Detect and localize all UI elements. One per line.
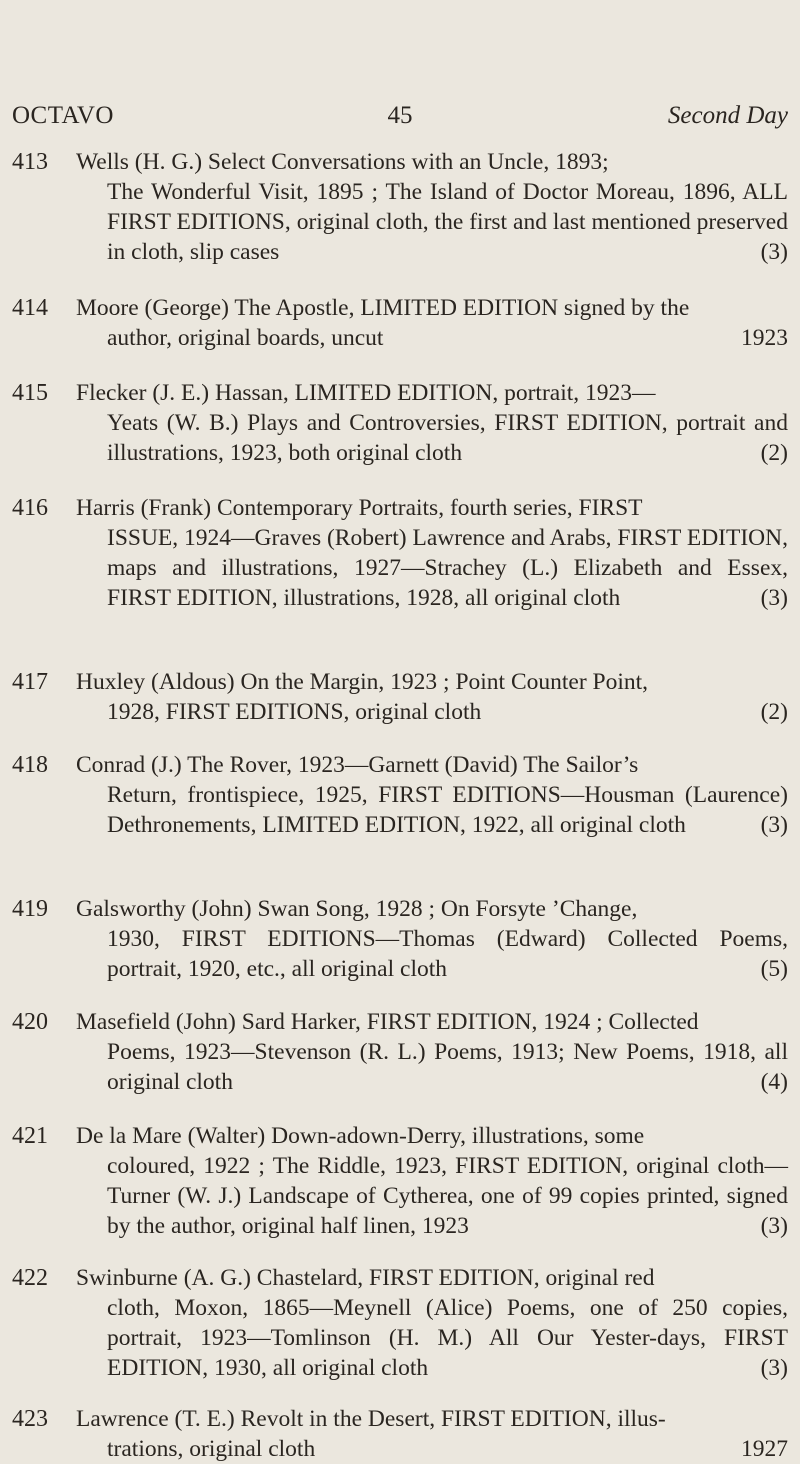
lot-quantity: (2) xyxy=(760,699,788,725)
lot-first-line: Wells (H. G.) Select Conversations with an Uncle, 1893; xyxy=(76,149,609,175)
lot-continuation-text: Yeats (W. B.) Plays and Controversies, FIRST EDITION, portrait and illustrations, 1923, both original cloth xyxy=(107,410,788,466)
lot-description xyxy=(76,378,788,468)
lot-continuation-text: coloured, 1922 ; The Riddle, 1923, FIRST EDITION, original cloth—Turner (W. J.) Landscape of Cytherea, one of 99 copies printed, signed by the author, original half linen, 1923 xyxy=(107,1153,788,1239)
lot-first-line: Harris (Frank) Contemporary Portraits, fourth series, FIRST xyxy=(76,495,643,521)
lot-number: 417 xyxy=(12,669,48,695)
lot-number: 421 xyxy=(12,1123,48,1149)
lot-continuation-text: 1928, FIRST EDITIONS, original cloth xyxy=(107,699,482,725)
lot-continuation xyxy=(76,1293,788,1383)
lot-continuation-text: cloth, Moxon, 1865—Meynell (Alice) Poems, one of 250 copies, portrait, 1923—Tomlinson (H. M.) All Our Yester-days, FIRST EDITION, 1930, all original cloth xyxy=(107,1295,788,1381)
lot-number: 416 xyxy=(12,495,48,521)
lot-quantity: (3) xyxy=(760,1213,788,1239)
lot-quantity: 1927 xyxy=(741,1436,788,1462)
lot-number: 422 xyxy=(12,1265,48,1291)
lot-first-line: Conrad (J.) The Rover, 1923—Garnett (David) The Sailor’s xyxy=(76,752,639,778)
lot-number: 415 xyxy=(12,380,48,406)
lot-quantity: (4) xyxy=(760,1069,788,1095)
lot-description xyxy=(76,293,788,353)
lot-continuation xyxy=(76,408,788,468)
lot-description xyxy=(76,894,788,984)
lot-continuation-text: ISSUE, 1924—Graves (Robert) Lawrence and Arabs, FIRST EDITION, maps and illustrations, 1927—Strachey (L.) Elizabeth and Essex, FIRST EDITION, illustrations, 1928, all original cloth xyxy=(107,525,788,611)
lot-continuation-text: The Wonderful Visit, 1895 ; The Island of Doctor Moreau, 1896, ALL FIRST EDITIONS, original cloth, the first and last mentioned preserved in cloth, slip cases xyxy=(107,179,788,265)
lot-continuation-text: 1930, FIRST EDITIONS—Thomas (Edward) Collected Poems, portrait, 1920, etc., all original cloth xyxy=(107,926,788,982)
section-label: OCTAVO xyxy=(12,102,114,129)
lot-description xyxy=(76,1007,788,1097)
lot-quantity: (3) xyxy=(760,239,788,265)
lot-continuation xyxy=(76,697,788,727)
lot-first-line: Huxley (Aldous) On the Margin, 1923 ; Point Counter Point, xyxy=(76,669,649,695)
sale-day: Second Day xyxy=(667,102,788,129)
lot-first-line: Lawrence (T. E.) Revolt in the Desert, FIRST EDITION, illus- xyxy=(76,1406,666,1432)
lot-description xyxy=(76,493,788,613)
lot-continuation xyxy=(76,1037,788,1097)
lot-number: 414 xyxy=(12,295,48,321)
lot-continuation xyxy=(76,523,788,613)
lot-continuation xyxy=(76,780,788,840)
lot-quantity: (2) xyxy=(760,440,788,466)
lot-number: 418 xyxy=(12,752,48,778)
lot-number: 423 xyxy=(12,1406,48,1432)
lot-quantity: (3) xyxy=(760,1355,788,1381)
lot-description xyxy=(76,750,788,840)
lot-continuation xyxy=(76,177,788,267)
lot-number: 413 xyxy=(12,149,48,175)
lot-continuation xyxy=(76,323,788,353)
lot-description xyxy=(76,667,788,727)
lot-quantity: (5) xyxy=(760,956,788,982)
lot-continuation xyxy=(76,924,788,984)
page-header xyxy=(12,98,788,134)
lot-first-line: De la Mare (Walter) Down-adown-Derry, illustrations, some xyxy=(76,1123,645,1149)
lot-number: 420 xyxy=(12,1009,48,1035)
lot-quantity: 1923 xyxy=(741,325,788,351)
lot-number: 419 xyxy=(12,896,48,922)
lot-first-line: Moore (George) The Apostle, LIMITED EDITION signed by the xyxy=(76,295,690,321)
lot-continuation xyxy=(76,1434,788,1464)
lot-continuation-text: Poems, 1923—Stevenson (R. L.) Poems, 1913; New Poems, 1918, all original cloth xyxy=(107,1039,788,1095)
lot-continuation-text: Return, frontispiece, 1925, FIRST EDITIONS—Housman (Laurence) Dethronements, LIMITED EDITION, 1922, all original cloth xyxy=(107,782,788,838)
lot-quantity: (3) xyxy=(760,585,788,611)
lot-description xyxy=(76,1263,788,1383)
lot-continuation-text: author, original boards, uncut xyxy=(107,325,384,351)
lot-continuation-text: trations, original cloth xyxy=(107,1436,316,1462)
lot-description xyxy=(76,1121,788,1241)
lot-continuation xyxy=(76,1151,788,1241)
lot-first-line: Swinburne (A. G.) Chastelard, FIRST EDITION, original red xyxy=(76,1265,655,1291)
lot-description xyxy=(76,1404,788,1464)
lot-description xyxy=(76,147,788,267)
lot-first-line: Masefield (John) Sard Harker, FIRST EDITION, 1924 ; Collected xyxy=(76,1009,699,1035)
lot-first-line: Flecker (J. E.) Hassan, LIMITED EDITION, portrait, 1923— xyxy=(76,380,656,406)
lot-quantity: (3) xyxy=(760,812,788,838)
lot-first-line: Galsworthy (John) Swan Song, 1928 ; On Forsyte ’Change, xyxy=(76,896,638,922)
page-number: 45 xyxy=(387,102,413,129)
